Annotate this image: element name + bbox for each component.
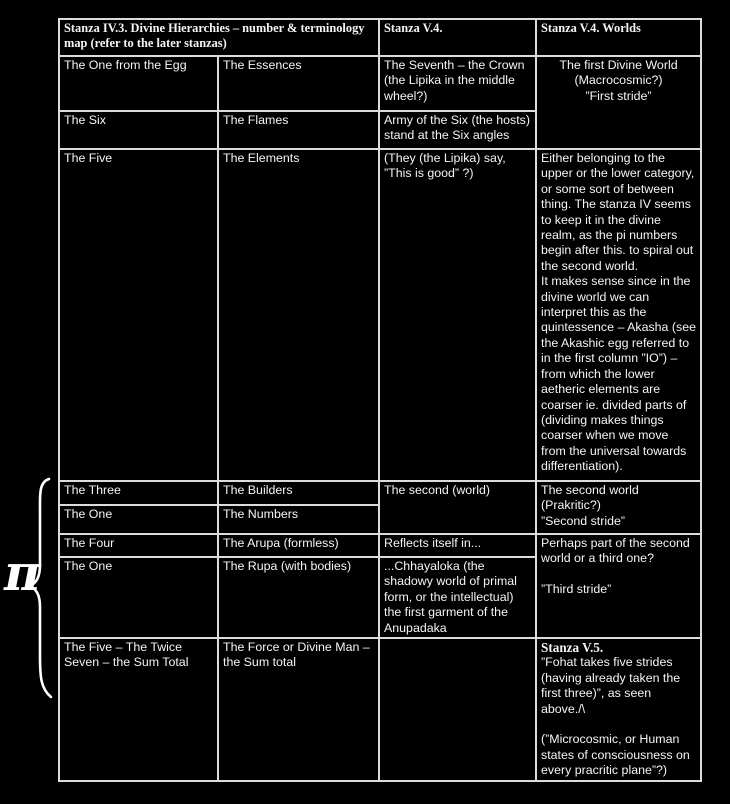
table-row-1 xyxy=(59,56,701,111)
cell-r2-term: The Six xyxy=(59,111,218,149)
cell-r8-category: The Force or Divine Man – the Sum total xyxy=(218,638,379,781)
cell-r2-stanza-v4 xyxy=(379,111,536,149)
cell-third-world xyxy=(536,534,701,638)
cell-r8-term: The Five – The Twice Seven – the Sum Total xyxy=(59,638,218,781)
second-world-line2: (Prakritic?) xyxy=(541,498,601,513)
r2-stanza-line2: stand at the Six angles xyxy=(384,128,510,143)
cell-r6-stanza-v4: Reflects itself in... xyxy=(379,534,536,557)
cell-second-world xyxy=(536,481,701,534)
cell-first-divine-world xyxy=(536,56,701,149)
table-row-8 xyxy=(59,638,701,781)
cell-r4-category: The Builders xyxy=(218,481,379,505)
r3-stanza-line1: (They (the Lipika) say, xyxy=(384,151,506,165)
cell-r8-stanza-v4-empty xyxy=(379,638,536,781)
second-world-line1: The second world xyxy=(541,483,639,497)
first-world-line3: ”First stride” xyxy=(585,88,652,103)
table-row-6 xyxy=(59,534,701,557)
cell-second-world-stanza: The second (world) xyxy=(379,481,536,534)
cell-r7-category: The Rupa (with bodies) xyxy=(218,557,379,638)
third-world-para1: Perhaps part of the second world or a third one? xyxy=(541,536,690,566)
second-world-line3: ”Second stride” xyxy=(541,513,626,528)
cell-r3-stanza-v4 xyxy=(379,149,536,481)
header-row xyxy=(59,19,701,56)
cell-r5-term: The One xyxy=(59,505,218,534)
r3-stanza-line2: ”This is good” ?) xyxy=(384,166,474,181)
cell-r3-category: The Elements xyxy=(218,149,379,481)
stanza-v5-title: Stanza V.5. xyxy=(541,640,604,656)
r3-notes-para2: It makes sense since in the divine world we can interpret this as the quintessence – Akasha (see the Akashic egg referred to in the first column ”IO”) – from which the lower aetheric elements are coarser ie. divided parts of (dividing makes things coarser when we move from the universal towards differentiation). xyxy=(541,274,696,474)
table-row-4 xyxy=(59,481,701,505)
cell-r1-term: The One from the Egg xyxy=(59,56,218,111)
cell-stanza-v5 xyxy=(536,638,701,781)
cell-r7-term: The One xyxy=(59,557,218,638)
r3-notes-para1: Either belonging to the upper or the lower category, or some sort of between thing. The stanza IV seems to keep it in the divine realm, as the pi numbers begin after this. to spiral out the second world. xyxy=(541,151,695,273)
cell-r4-term: The Three xyxy=(59,481,218,505)
header-stanza-v4: Stanza V.4. xyxy=(379,19,536,56)
cell-r2-category: The Flames xyxy=(218,111,379,149)
stanza-v5-para2: (”Microcosmic, or Human states of consciousness on every pracritic plane”?) xyxy=(541,732,690,778)
table-row-3 xyxy=(59,149,701,481)
cell-r1-category: The Essences xyxy=(218,56,379,111)
curly-brace xyxy=(28,476,56,700)
first-world-line1: The first Divine World xyxy=(559,58,678,72)
cell-r6-category: The Arupa (formless) xyxy=(218,534,379,557)
header-stanza-iv3: Stanza IV.3. Divine Hierarchies – number & terminology map (refer to the later stanzas) xyxy=(59,19,379,56)
cell-r5-category: The Numbers xyxy=(218,505,379,534)
cell-r7-stanza-v4: ...Chhayaloka (the shadowy world of primal form, or the intellectual) the first garment of the Anupadaka xyxy=(379,557,536,638)
r2-stanza-line1: Army of the Six (the hosts) xyxy=(384,113,530,127)
cell-r6-term: The Four xyxy=(59,534,218,557)
pi-symbol: π xyxy=(4,543,41,602)
cell-r1-stanza-v4: The Seventh – the Crown (the Lipika in the middle wheel?) xyxy=(379,56,536,111)
hierarchy-table xyxy=(58,18,702,782)
cell-r3-worlds-notes xyxy=(536,149,701,481)
third-world-para2: ”Third stride” xyxy=(541,582,612,597)
cell-r3-term: The Five xyxy=(59,149,218,481)
header-stanza-v4-worlds: Stanza V.4. Worlds xyxy=(536,19,701,56)
stanza-v5-para1: ”Fohat takes five strides (having already taken the first three)”, as seen above./\ xyxy=(541,655,681,716)
first-world-line2: (Macrocosmic?) xyxy=(574,73,663,88)
